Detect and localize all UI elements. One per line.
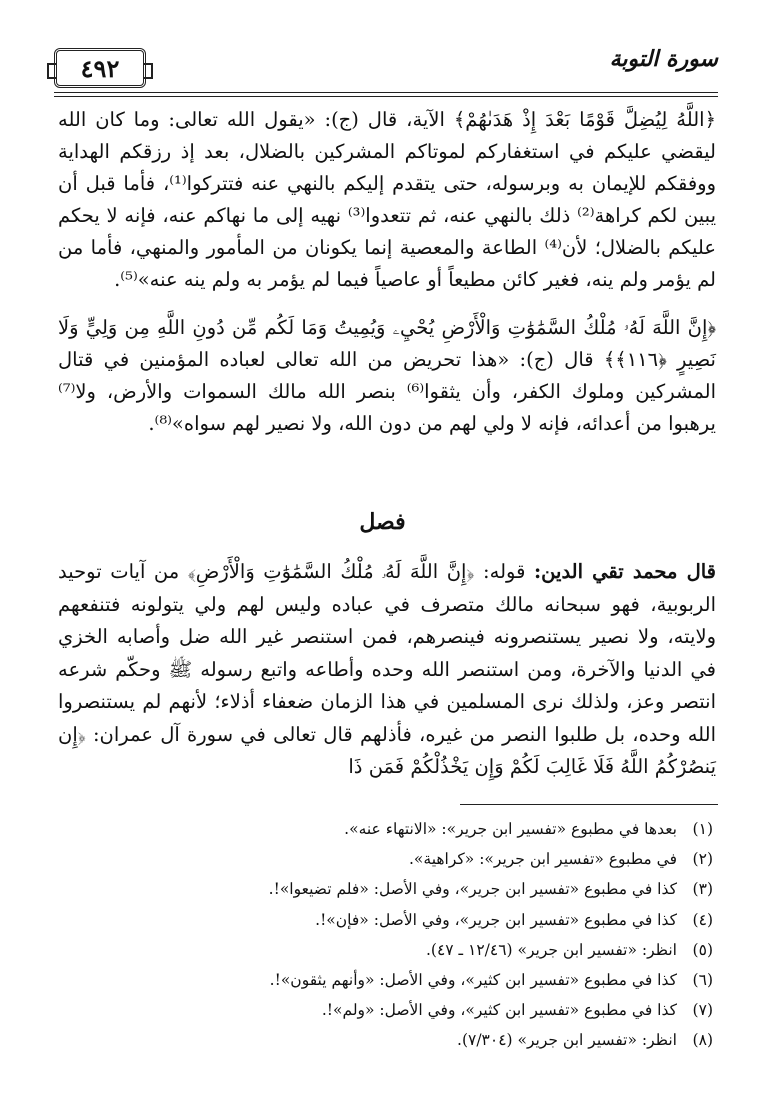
page-number: ٤٩٢ xyxy=(80,53,120,83)
header-rule-bottom xyxy=(54,96,718,97)
paragraph-gap xyxy=(58,296,716,312)
footnote-text: كذا في مطبوع «تفسير ابن جرير»، وفي الأصل: «فلم تضيعوا»!. xyxy=(268,880,677,899)
footnote-number: (٢) xyxy=(692,850,713,869)
footnote xyxy=(53,935,713,965)
footnote-text: انظر: «تفسير ابن جرير» (٧/٣٠٤). xyxy=(457,1031,677,1050)
section-paragraph xyxy=(58,556,716,784)
footnote xyxy=(53,844,713,874)
page-number-frame xyxy=(54,48,146,88)
section-body: قوله: ﴿إِنَّ اللَّهَ لَهُۥ مُلْكُ السَّمَٰوَٰتِ وَالْأَرْضِ﴾ من آيات توحيد الربوبية، فهو سبحانه مالك متصرف في عباده وليس لهم ولي يتولونه فتنفعهم ولايته، ولا نصير يستنصرونه فينصرهم، فمن استنصر غير الله ضل وأصابه الخزي في الدنيا والآخرة، ومن استنصر الله وحده وأطاعه واتبع رسوله ﷺ وحكّم شرعه انتصر وعز، ولذلك نرى المسلمين في هذا الزمان ضعفاء أذلاء؛ لأنهم لم يستنصروا الله وحده، بل طلبوا النصر من غيره، فأذلهم قال تعالى في سورة آل عمران: ﴿إِن يَنصُرْكُمُ اللَّهُ فَلَا غَالِبَ لَكُمْ وَإِن يَخْذُلْكُمْ فَمَن ذَا xyxy=(58,560,716,778)
surah-title: سورة التوبة xyxy=(609,46,718,72)
footnote-divider xyxy=(460,804,718,805)
footnote-number: (٧) xyxy=(692,1001,713,1020)
footnote-text: انظر: «تفسير ابن جرير» (١٢/٤٦ ـ ٤٧). xyxy=(425,940,677,959)
speaker-label: قال محمد تقي الدين: xyxy=(533,560,716,583)
footnote xyxy=(53,995,713,1025)
footnote-number: (٣) xyxy=(692,880,713,899)
page-header xyxy=(54,44,718,98)
footnote-number: (٦) xyxy=(692,971,713,990)
footnote-text: كذا في مطبوع «تفسير ابن كثير»، وفي الأصل: «وأنهم يثقون»!. xyxy=(269,971,677,990)
footnotes xyxy=(53,814,713,1056)
footnote-number: (١) xyxy=(692,820,713,838)
footnote-text: كذا في مطبوع «تفسير ابن جرير»، وفي الأصل: «فإن»!. xyxy=(315,910,677,929)
footnote-number: (٤) xyxy=(692,910,713,929)
header-rule-top xyxy=(54,92,718,93)
footnote-text: كذا في مطبوع «تفسير ابن كثير»، وفي الأصل: «ولم»!. xyxy=(321,1001,677,1020)
footnote xyxy=(53,1025,713,1055)
main-text xyxy=(58,104,716,440)
section-text xyxy=(58,556,716,784)
footnote xyxy=(53,905,713,935)
section-heading: فصل xyxy=(359,509,406,535)
paragraph: ﴿إِنَّ اللَّهَ لَهُۥ مُلْكُ السَّمَٰوَٰتِ وَالْأَرْضِ يُحْيِۦ وَيُمِيتُ وَمَا لَكُم مِّن دُونِ اللَّهِ مِن وَلِيٍّ وَلَا نَصِيرٍ ﴿١١٦﴾﴾ قال (ج): «هذا تحريض من الله تعالى لعباده المؤمنين في قتال المشركين وملوك الكفر، وأن يثقوا⁽⁶⁾ بنصر الله مالك السموات والأرض، ولا⁽⁷⁾ يرهبوا من أعدائه، فإنه لا ولي لهم من دون الله، ولا نصير لهم سواه»⁽⁸⁾. xyxy=(58,316,716,435)
paragraph: ﴿اللَّهُ لِيُضِلَّ قَوْمًا بَعْدَ إِذْ هَدَىٰهُمْ﴾ الآية، قال (ج): «يقول الله تعالى: وما كان الله ليقضي عليكم في استغفاركم لموتاكم المشركين بالضلال، بعد إذ رزقكم الهداية ووفقكم للإيمان به وبرسوله، حتى يتقدم إليكم بالنهي عنه فتتركوا⁽¹⁾، فأما قبل أن يبين لكم كراهة⁽²⁾ ذلك بالنهي عنه، ثم تتعدوا⁽³⁾ نهيه إلى ما نهاكم عنه، فإنه لا يحكم عليكم بالضلال؛ لأن⁽⁴⁾ الطاعة والمعصية إنما يكونان من المأمور والمنهي، فأما من لم يؤمر ولم ينه، فغير كائن مطيعاً أو عاصياً فيما لم يؤمر به ولم ينه عنه»⁽⁵⁾. xyxy=(58,108,716,291)
footnote xyxy=(53,874,713,904)
footnote-number: (٥) xyxy=(692,940,713,959)
footnote xyxy=(53,814,713,844)
footnote-number: (٨) xyxy=(692,1031,713,1050)
footnote-text: بعدها في مطبوع «تفسير ابن جرير»: «الانتهاء عنه». xyxy=(344,820,677,838)
footnote xyxy=(53,965,713,995)
footnote-text: في مطبوع «تفسير ابن جرير»: «كراهية». xyxy=(408,850,677,869)
